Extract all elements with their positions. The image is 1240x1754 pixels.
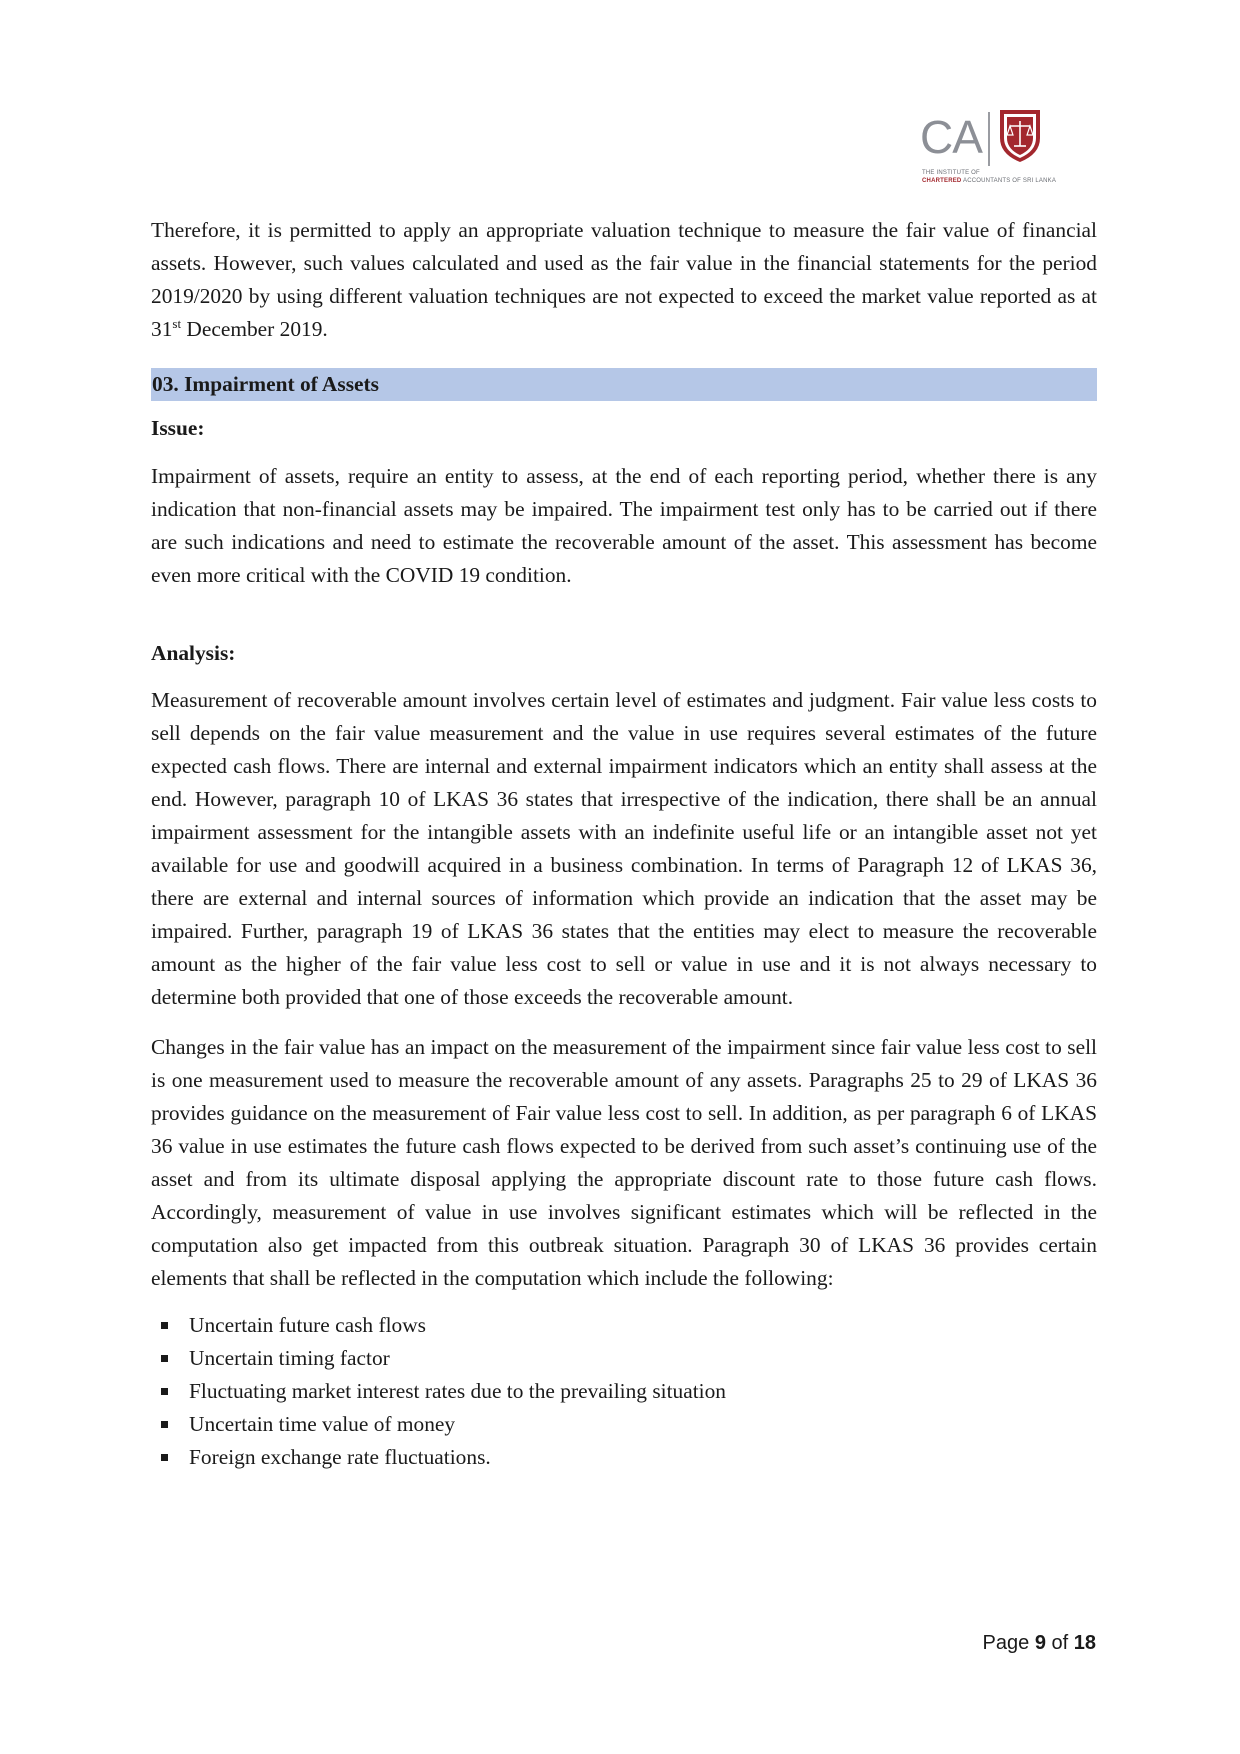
page-number-footer <box>983 1632 1096 1655</box>
list-item-text: Foreign exchange rate fluctuations. <box>189 1445 491 1469</box>
issue-heading: Issue: <box>151 416 205 440</box>
issue-paragraph: Impairment of assets, require an entity to assess, at the end of each reporting period, whether there is any indication that non-financial assets may be impaired. The impairment test only has to be carried out if there are such indications and need to estimate the recoverable amount of the asset. This assessment has become even more critical with the COVID 19 condition. <box>151 464 1097 587</box>
list-item <box>151 1408 1097 1441</box>
square-bullet-icon <box>161 1322 168 1329</box>
section-spacer <box>151 592 1097 637</box>
list-item <box>151 1375 1097 1408</box>
logo-subtitle-rest: ACCOUNTANTS OF SRI LANKA <box>961 178 1057 184</box>
square-bullet-icon <box>161 1454 168 1461</box>
square-bullet-icon <box>161 1355 168 1362</box>
analysis-paragraph-1: Measurement of recoverable amount involves certain level of estimates and judgment. Fair value less costs to sell depends on the fair value measurement and the value in use requires several estimates of the future expected cash flows. There are internal and external impairment indicators which an entity shall assess at the end. However, paragraph 10 of LKAS 36 states that irrespective of the indication, there shall be an annual impairment assessment for the intangible assets with an indefinite useful life or an intangible asset not yet available for use and goodwill acquired in a business combination. In terms of Paragraph 12 of LKAS 36, there are external and internal sources of information which provide an indication that the asset may be impaired. Further, paragraph 19 of LKAS 36 states that the entities may elect to measure the recoverable amount as the higher of the fair value less cost to sell or value in use and it is not always necessary to determine both provided that one of those exceeds the recoverable amount. <box>151 688 1097 1009</box>
list-item <box>151 1441 1097 1474</box>
intro-paragraph <box>151 214 1097 346</box>
scales-of-justice-icon <box>998 108 1042 164</box>
intro-superscript: st <box>172 315 182 331</box>
logo-divider <box>988 112 990 166</box>
elements-bullet-list <box>151 1309 1097 1474</box>
footer-of-word: of <box>1051 1632 1069 1654</box>
analysis-heading: Analysis: <box>151 641 236 665</box>
current-page-number: 9 <box>1034 1632 1046 1654</box>
list-item <box>151 1342 1097 1375</box>
total-pages-number: 18 <box>1073 1632 1096 1654</box>
document-body <box>151 214 1097 1474</box>
logo-subtitle-line1: THE INSTITUTE OF <box>922 170 980 176</box>
list-item-text: Uncertain timing factor <box>189 1346 390 1370</box>
square-bullet-icon <box>161 1388 168 1395</box>
logo-subtitle-highlight: CHARTERED <box>922 178 962 184</box>
list-item-text: Uncertain time value of money <box>189 1412 456 1436</box>
institute-logo <box>920 108 1060 188</box>
section-heading-impairment: 03. Impairment of Assets <box>151 368 1097 401</box>
square-bullet-icon <box>161 1421 168 1428</box>
intro-text: Therefore, it is permitted to apply an appropriate valuation technique to measure the fair value of financial assets. However, such values calculated and used as the fair value in the financial statements for the period 2019/2020 by using different valuation techniques are not expected to exceed the market value reported as at 31 <box>151 218 1097 341</box>
paragraph-gap <box>151 1014 1097 1031</box>
list-item-text: Fluctuating market interest rates due to the prevailing situation <box>189 1379 727 1403</box>
intro-text-end: December 2019. <box>181 317 328 341</box>
footer-page-word: Page <box>982 1632 1030 1654</box>
analysis-paragraph-2: Changes in the fair value has an impact on the measurement of the impairment since fair value less cost to sell is one measurement used to measure the recoverable amount of any assets. Paragraphs 25 to 29 of LKAS 36 provides guidance on the measurement of Fair value less cost to sell. In addition, as per paragraph 6 of LKAS 36 value in use estimates the future cash flows expected to be derived from such asset’s continuing use of the asset and from its ultimate disposal applying the appropriate discount rate to those future cash flows. Accordingly, measurement of value in use involves significant estimates which will be reflected in the computation also get impacted from this outbreak situation. Paragraph 30 of LKAS 36 provides certain elements that shall be reflected in the computation which include the following: <box>151 1035 1097 1290</box>
list-item <box>151 1309 1097 1342</box>
logo-letters: CA <box>920 111 982 163</box>
logo-subtitle-line2 <box>922 178 1056 185</box>
list-item-text: Uncertain future cash flows <box>189 1313 426 1337</box>
